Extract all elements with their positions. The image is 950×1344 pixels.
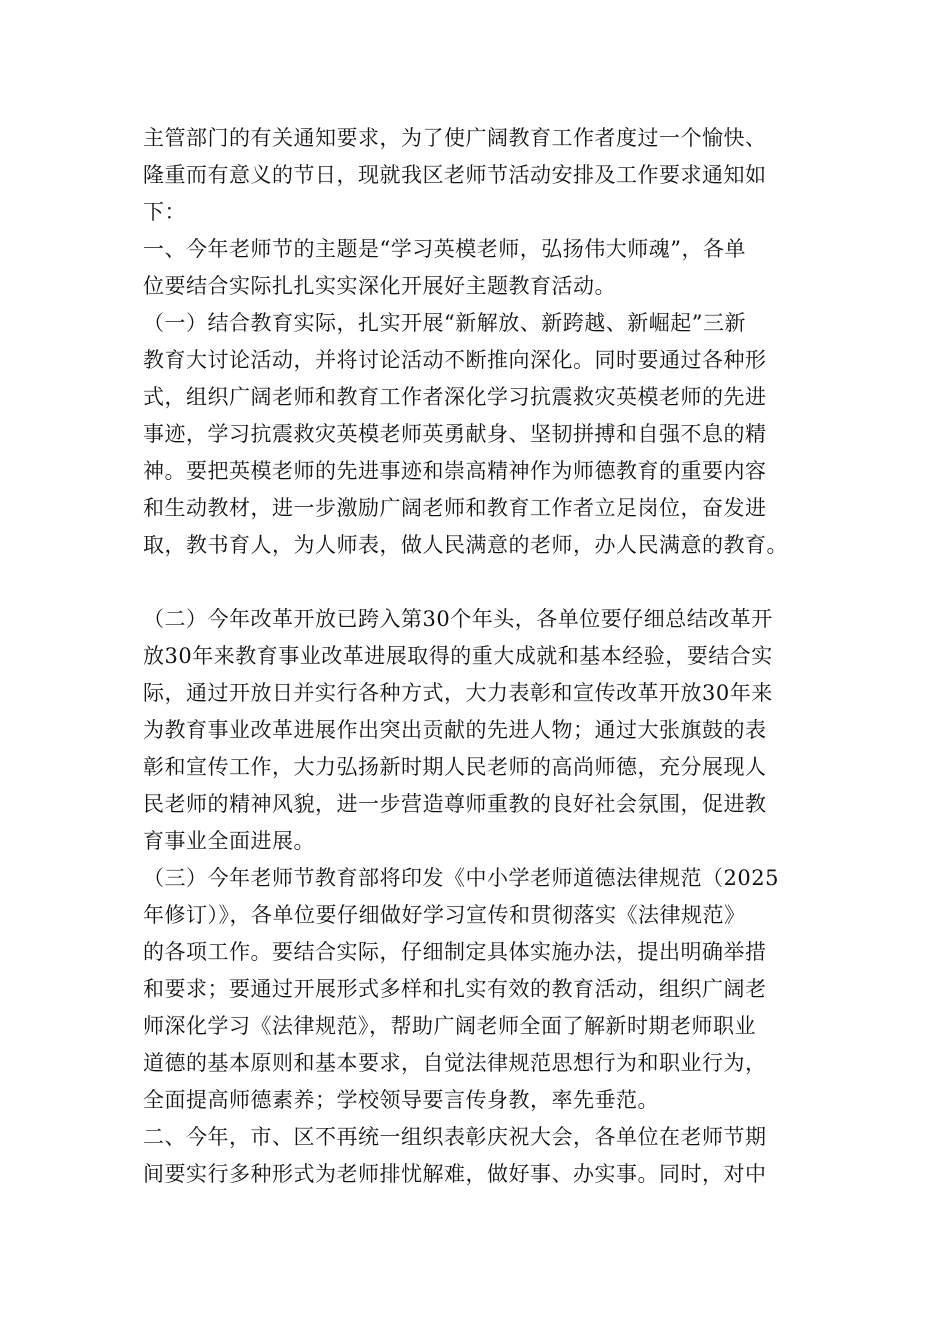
text-line: 取，教书育人，为人师表，做人民满意的老师，办人民满意的教育。 bbox=[143, 533, 788, 557]
text-line: 神。要把英模老师的先进事迹和崇高精神作为师德教育的重要内容 bbox=[143, 459, 767, 483]
text-line: 主管部门的有关通知要求，为了使广阔教育工作者度过一个愉快、 bbox=[143, 126, 767, 150]
text-line: 育事业全面进展。 bbox=[143, 829, 315, 853]
text-line: 间要实行多种形式为老师排忧解难，做好事、办实事。同时，对中 bbox=[143, 1162, 767, 1186]
text-line: 二、今年，市、区不再统一组织表彰庆祝大会，各单位在老师节期 bbox=[143, 1125, 767, 1149]
text-line: 位要结合实际扎扎实实深化开展好主题教育活动。 bbox=[143, 274, 616, 298]
text-line: 事迹，学习抗震救灾英模老师英勇献身、坚韧拼搏和自强不息的精 bbox=[143, 422, 767, 446]
text-line: 为教育事业改革进展作出突出贡献的先进人物；通过大张旗鼓的表 bbox=[143, 718, 767, 742]
text-line: 放30年来教育事业改革进展取得的重大成就和基本经验，要结合实 bbox=[143, 644, 773, 668]
text-line: 教育大讨论活动，并将讨论活动不断推向深化。同时要通过各种形 bbox=[143, 348, 767, 372]
text-line: 全面提高师德素养；学校领导要言传身教，率先垂范。 bbox=[143, 1088, 659, 1112]
text-line: 民老师的精神风貌，进一步营造尊师重教的良好社会氛围，促进教 bbox=[143, 792, 767, 816]
text-line: （二）今年改革开放已跨入第30个年头，各单位要仔细总结改革开 bbox=[143, 607, 773, 631]
text-line: 年修订）》，各单位要仔细做好学习宣传和贯彻落实《法律规范》 bbox=[143, 903, 746, 927]
text-line: 一、今年老师节的主题是“学习英模老师，弘扬伟大师魂”，各单 bbox=[143, 237, 746, 261]
text-line: 际，通过开放日并实行各种方式，大力表彰和宣传改革开放30年来 bbox=[143, 681, 773, 705]
document-body bbox=[143, 120, 823, 1193]
text-line: （一）结合教育实际，扎实开展“新解放、新跨越、新崛起”三新 bbox=[143, 311, 746, 335]
text-line: 彰和宣传工作，大力弘扬新时期人民老师的高尚师德，充分展现人 bbox=[143, 755, 767, 779]
text-line: 式，组织广阔老师和教育工作者深化学习抗震救灾英模老师的先进 bbox=[143, 385, 767, 409]
blank-line bbox=[143, 564, 823, 601]
text-line: 道德的基本原则和基本要求，自觉法律规范思想行为和职业行为， bbox=[143, 1051, 767, 1075]
text-line: 的各项工作。要结合实际，仔细制定具体实施办法，提出明确举措 bbox=[143, 940, 767, 964]
text-line: 师深化学习《法律规范》，帮助广阔老师全面了解新时期老师职业 bbox=[143, 1014, 756, 1038]
text-line: （三）今年老师节教育部将印发《中小学老师道德法律规范（2025 bbox=[143, 866, 779, 890]
text-line: 和要求；要通过开展形式多样和扎实有效的教育活动，组织广阔老 bbox=[143, 977, 767, 1001]
text-line: 和生动教材，进一步激励广阔老师和教育工作者立足岗位，奋发进 bbox=[143, 496, 767, 520]
text-line: 下： bbox=[143, 200, 186, 224]
text-line: 隆重而有意义的节日，现就我区老师节活动安排及工作要求通知如 bbox=[143, 163, 767, 187]
